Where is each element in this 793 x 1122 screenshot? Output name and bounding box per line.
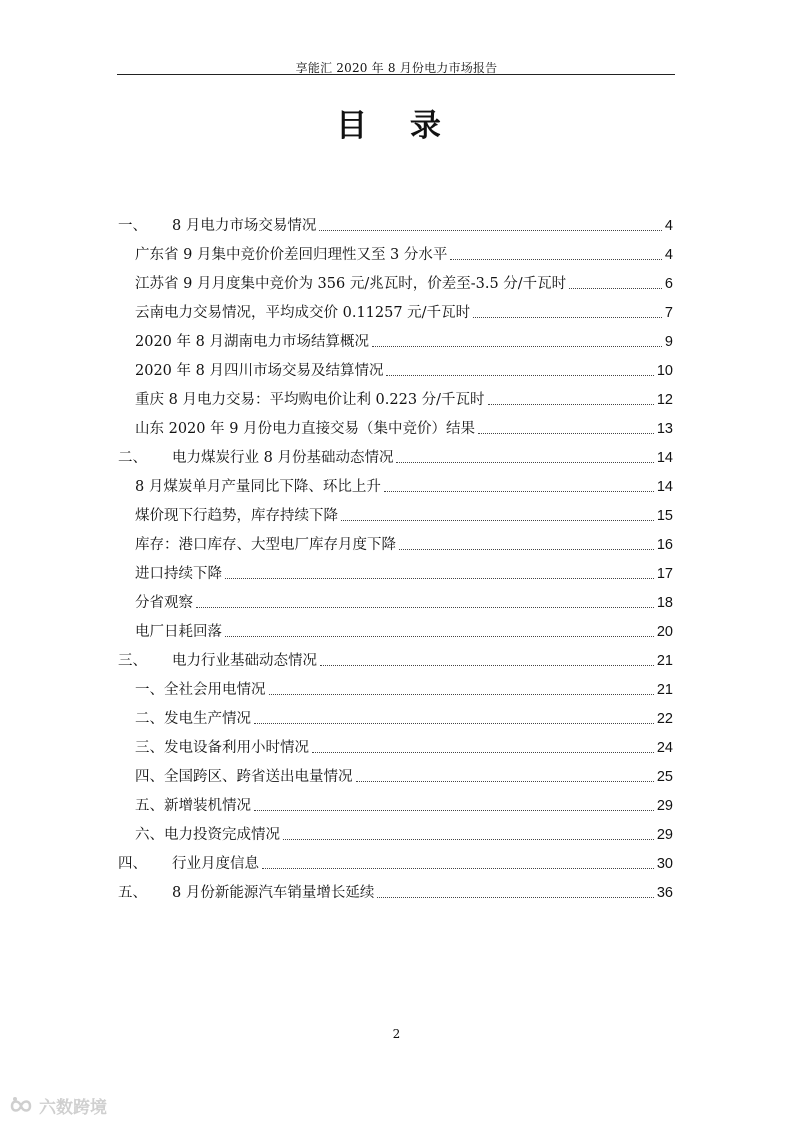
toc-entry-page: 21 [656, 682, 673, 698]
toc-dot-leader [283, 839, 654, 840]
toc-entry[interactable] [118, 613, 673, 642]
toc-entry-page: 6 [664, 276, 673, 292]
toc-entry[interactable] [118, 468, 673, 497]
toc-dot-leader [225, 578, 654, 579]
toc-entry[interactable] [118, 729, 673, 758]
toc-dot-leader [450, 259, 662, 260]
toc-entry-title: 二、发电生产情况 [135, 711, 251, 727]
table-of-contents [118, 207, 673, 903]
toc-dot-leader [478, 433, 654, 434]
toc-entry-title: 电厂日耗回落 [135, 624, 222, 640]
toc-entry-page: 13 [656, 421, 673, 437]
toc-entry-page: 25 [656, 769, 673, 785]
toc-entry-title: 8 月电力市场交易情况 [172, 218, 317, 234]
toc-entry-title: 8 月份新能源汽车销量增长延续 [172, 885, 375, 901]
toc-dot-leader [473, 317, 662, 318]
toc-dot-leader [399, 549, 654, 550]
toc-entry-page: 15 [656, 508, 673, 524]
toc-entry[interactable] [118, 584, 673, 613]
toc-entry[interactable] [118, 294, 673, 323]
toc-entry[interactable] [118, 265, 673, 294]
toc-entry-title: 2020 年 8 月四川市场交易及结算情况 [135, 363, 384, 379]
toc-entry-number: 二、 [118, 450, 147, 466]
toc-entry-title: 五、新增装机情况 [135, 798, 251, 814]
toc-dot-leader [384, 491, 654, 492]
toc-entry[interactable] [118, 410, 673, 439]
toc-entry[interactable] [118, 526, 673, 555]
toc-entry-page: 4 [664, 247, 673, 263]
toc-entry-page: 24 [656, 740, 673, 756]
toc-entry-number: 五、 [118, 885, 147, 901]
toc-entry-title: 云南电力交易情况，平均成交价 0.11257 元/千瓦时 [135, 305, 471, 321]
toc-entry-page: 12 [656, 392, 673, 408]
toc-entry-title: 进口持续下降 [135, 566, 222, 582]
toc-entry[interactable] [118, 816, 673, 845]
toc-entry-page: 29 [656, 798, 673, 814]
toc-entry-page: 14 [656, 479, 673, 495]
toc-entry-title: 电力行业基础动态情况 [172, 653, 317, 669]
toc-entry-page: 14 [656, 450, 673, 466]
toc-dot-leader [262, 868, 654, 869]
toc-entry[interactable] [118, 642, 673, 671]
toc-entry[interactable] [118, 352, 673, 381]
toc-entry-page: 29 [656, 827, 673, 843]
toc-dot-leader [225, 636, 654, 637]
toc-entry-page: 9 [664, 334, 673, 350]
toc-entry-page: 10 [656, 363, 673, 379]
toc-entry[interactable] [118, 555, 673, 584]
toc-entry[interactable] [118, 497, 673, 526]
toc-entry-page: 20 [656, 624, 673, 640]
toc-dot-leader [372, 346, 662, 347]
page-number: 2 [392, 1027, 401, 1041]
toc-dot-leader [319, 230, 662, 231]
toc-entry-title: 2020 年 8 月湖南电力市场结算概况 [135, 334, 369, 350]
toc-entry-title: 三、发电设备利用小时情况 [135, 740, 309, 756]
toc-entry[interactable] [118, 787, 673, 816]
toc-entry[interactable] [118, 439, 673, 468]
toc-entry[interactable] [118, 700, 673, 729]
toc-entry[interactable] [118, 874, 673, 903]
toc-dot-leader [356, 781, 654, 782]
toc-entry-page: 7 [664, 305, 673, 321]
toc-entry-title: 分省观察 [135, 595, 193, 611]
toc-dot-leader [396, 462, 653, 463]
toc-entry-title: 8 月煤炭单月产量同比下降、环比上升 [135, 479, 381, 495]
report-header-title: 享能汇 2020 年 8 月份电力市场报告 [295, 61, 498, 75]
toc-entry-page: 4 [664, 218, 673, 234]
toc-entry-page: 17 [656, 566, 673, 582]
toc-dot-leader [254, 810, 654, 811]
toc-entry[interactable] [118, 323, 673, 352]
toc-entry[interactable] [118, 381, 673, 410]
toc-entry[interactable] [118, 207, 673, 236]
toc-entry-number: 一、 [118, 218, 147, 234]
toc-entry-title: 广东省 9 月集中竞价价差回归理性又至 3 分水平 [135, 247, 448, 263]
toc-dot-leader [269, 694, 654, 695]
toc-entry-page: 22 [656, 711, 673, 727]
toc-entry-page: 16 [656, 537, 673, 553]
toc-dot-leader [312, 752, 654, 753]
toc-entry-page: 18 [656, 595, 673, 611]
toc-dot-leader [569, 288, 662, 289]
toc-entry-title: 电力煤炭行业 8 月份基础动态情况 [172, 450, 394, 466]
toc-entry-title: 重庆 8 月电力交易：平均购电价让利 0.223 分/千瓦时 [135, 392, 485, 408]
toc-entry-title: 六、电力投资完成情况 [135, 827, 280, 843]
toc-entry[interactable] [118, 236, 673, 265]
watermark [8, 1093, 107, 1118]
toc-entry[interactable] [118, 845, 673, 874]
toc-entry-title: 四、全国跨区、跨省送出电量情况 [135, 769, 353, 785]
toc-dot-leader [341, 520, 654, 521]
toc-entry[interactable] [118, 758, 673, 787]
toc-entry-title: 一、全社会用电情况 [135, 682, 266, 698]
toc-dot-leader [488, 404, 654, 405]
toc-dot-leader [196, 607, 654, 608]
toc-dot-leader [254, 723, 654, 724]
toc-entry-page: 30 [656, 856, 673, 872]
infinity-logo-icon [8, 1095, 34, 1117]
toc-dot-leader [377, 897, 654, 898]
header-divider [117, 74, 675, 75]
toc-entry-page: 36 [656, 885, 673, 901]
toc-entry-number: 四、 [118, 856, 147, 872]
toc-heading: 目 录 [336, 108, 457, 144]
toc-entry-title: 山东 2020 年 9 月份电力直接交易（集中竞价）结果 [135, 421, 476, 437]
toc-entry-number: 三、 [118, 653, 147, 669]
toc-dot-leader [320, 665, 654, 666]
toc-dot-leader [386, 375, 653, 376]
toc-entry-title: 江苏省 9 月月度集中竞价为 356 元/兆瓦时，价差至-3.5 分/千瓦时 [135, 276, 567, 292]
watermark-text: 六数跨境 [39, 1098, 107, 1118]
toc-entry-page: 21 [656, 653, 673, 669]
toc-entry-title: 行业月度信息 [172, 856, 259, 872]
toc-entry-title: 库存：港口库存、大型电厂库存月度下降 [135, 537, 396, 553]
toc-entry-title: 煤价现下行趋势，库存持续下降 [135, 508, 338, 524]
toc-entry[interactable] [118, 671, 673, 700]
